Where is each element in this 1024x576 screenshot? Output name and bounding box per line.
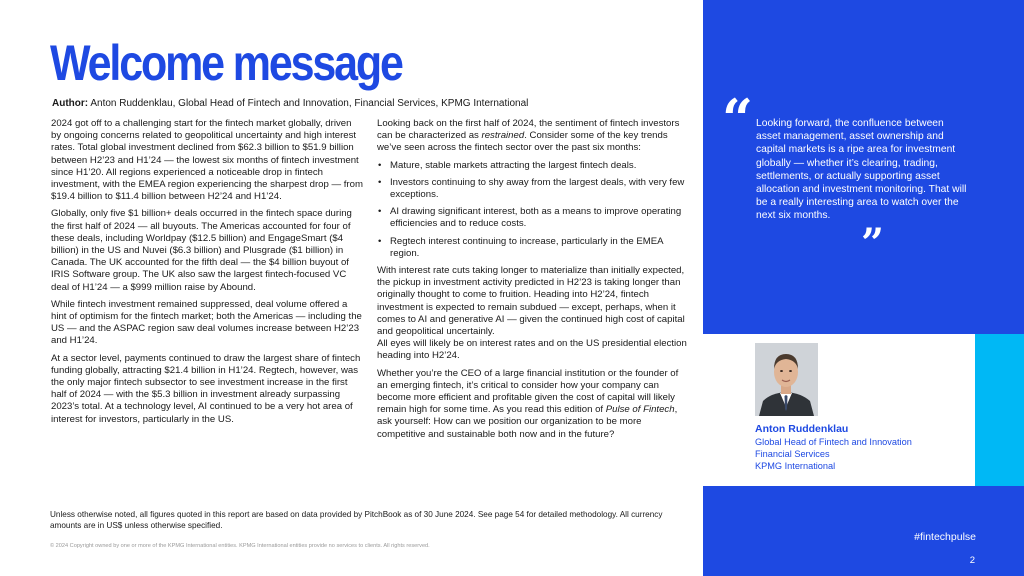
paragraph: While fintech investment remained suppressed, deal volume offered a hint of optimism for the fintech market; both the Americas — including the US — and the ASPAC region saw deal volumes increase between H2’23 and H1’24. (51, 298, 362, 347)
close-quote-icon: ” (861, 220, 885, 267)
author-line (52, 98, 528, 109)
footnote: Unless otherwise noted, all figures quoted in this report are based on data provided by PitchBook as of 30 June 2024. See page 54 for detailed methodology. All currency amounts are in US$ unless otherwise specified. (50, 510, 663, 530)
list-item: • Mature, stable markets attracting the largest fintech deals. (377, 160, 687, 172)
profile-role: Global Head of Fintech and Innovation Financial Services KPMG International (755, 437, 912, 471)
profile-name: Anton Ruddenklau (755, 423, 849, 435)
page-number: 2 (969, 555, 975, 566)
list-item: • AI drawing significant interest, both as a means to improve operating efficiencies and to reduce costs. (377, 206, 687, 230)
pull-quote: Looking forward, the confluence between asset management, asset ownership and capital markets is a ripe area for investment globally — whether it’s clearing, trading, settlements, or actually supporting asset allocation and investment monitoring. That will be a really interesting area to watch over the next six months. (756, 118, 967, 222)
page-title: Welcome message (50, 35, 402, 91)
paragraph: At a sector level, payments continued to draw the largest share of fintech funding globally, attracting $21.4 billion in H1’24. Regtech, however, was the only major fintech subsector to see investment increase in the first half of 2024 — with the $5.3 billion in investment already surpassing 2023’s total. At a technology level, AI continued to be a very hot area of interest for investors, particularly in the US. (51, 352, 361, 425)
author-text: Anton Ruddenklau, Global Head of Fintech and Innovation, Financial Services, KPMG International (90, 98, 529, 109)
intro-paragraph: Looking back on the first half of 2024, the sentiment of fintech investors can be characterized as restrained. Consider some of the key trends we’ve seen across the fintech sector over the past six months: (377, 118, 680, 154)
portrait-image (755, 343, 818, 416)
copyright: © 2024 Copyright owned by one or more of the KPMG International entities. KPMG International entities provide no services to clients. All rights reserved. (50, 543, 430, 549)
paragraph: With interest rate cuts taking longer to materialize than initially expected, the pickup in investment activity predicted in H2’23 is taking longer than originally thought to come to fruition. Heading into H2’24, fintech investment is expected to remain subdued — except, perhaps, when it comes to AI and generative AI — given the continued high cost of capital and geopolitical uncertainly. (377, 265, 685, 338)
middle-column (377, 118, 687, 446)
hashtag: #fintechpulse (914, 531, 976, 543)
list-item: • Regtech interest continuing to increase, particularly in the EMEA region. (377, 236, 687, 260)
author-label: Author: (52, 98, 89, 109)
paragraph: 2024 got off to a challenging start for the fintech market globally, driven by ongoing concerns related to geopolitical uncertainty and high interest rates. Total global investment declined from $62.3 billion to $51.9 billion between H2’23 and H1’24 — the lowest six months of fintech investment since H1’20. All regions experienced a noticeable drop in fintech investment, with the EMEA region experiencing the sharpest drop — from $19.4 billion to $11.4 billion between H2’24 and H1’24. (51, 118, 363, 203)
avatar (755, 343, 818, 416)
list-item: • Investors continuing to shy away from the largest deals, with very few exceptions. (377, 177, 687, 201)
trend-list (377, 160, 687, 260)
paragraph: Globally, only five $1 billion+ deals occurred in the fintech space during the first half of 2024 — all buyouts. The Americas accounted for four of these deals, including Worldpay ($12.5 billion) and EngageSmart ($4 billion) in the US and Nuvei ($6.3 billion) and Plusgrade ($1 billion) in Canada. The UK accounted for the fifth deal — the $4 billion buyout of IRIS Software group. The UK also saw the largest fintech-focused VC deal of H1’24 — a $999 million raise by Abound. (51, 208, 352, 293)
paragraph: All eyes will likely be on interest rates and on the US presidential election heading into H2’24. (377, 338, 687, 362)
left-column (51, 118, 364, 431)
closing-paragraph: Whether you’re the CEO of a large financial institution or the founder of an emerging fintech, it’s critical to consider how your company can become more efficient and profitable given the cost of capital will likely remain high for some time. As you read this edition of Pulse of Fintech, ask yourself: How can we position our organization to be more competitive and sustainable both now and in the future? (377, 367, 679, 440)
open-quote-icon: “ (722, 87, 754, 151)
